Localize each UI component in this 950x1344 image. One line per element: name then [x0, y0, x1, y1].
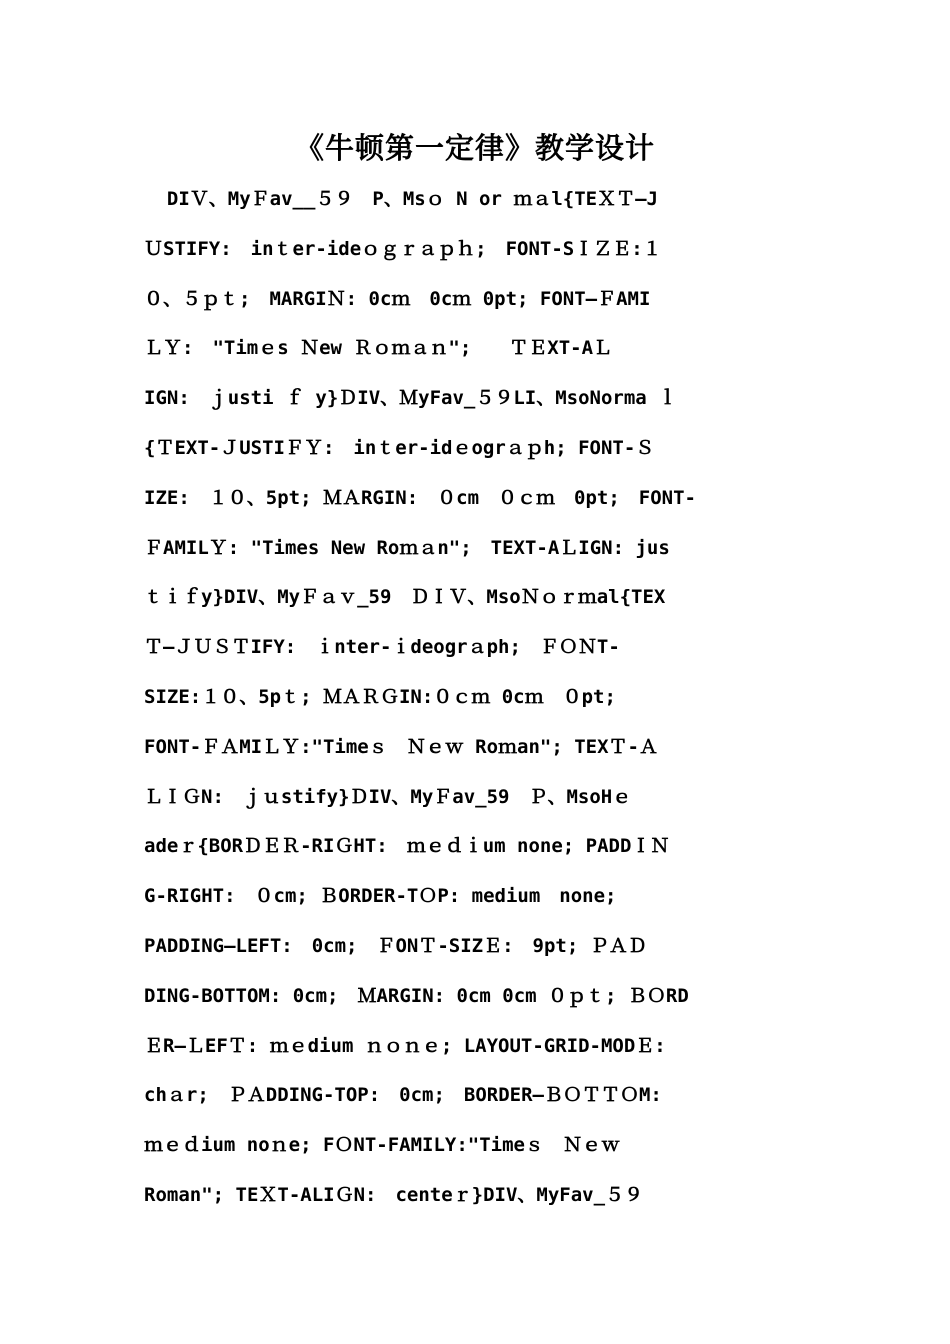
body-line: ＵSTIFY: inｔer-ideｏｇｒａｐｈ; FONT-SＩＺＥ:１: [144, 237, 662, 260]
body-line: IGN: ｊusti ｆ y}ＤIV、ＭyFav_５９LI、MsoNorma ｌ: [144, 387, 678, 410]
body-line: ＦAMILＹ: "Times New Roｍａn"; TEXT-AＬIGN: jus: [144, 536, 670, 559]
body-line: Ｔ—ＪＵＳＴIFY: ｉnter-ｉdeogrａph; ＦＯＮT-: [144, 636, 620, 659]
body-line: adeｒ{BORＤＥＲ-RIＧHT: ｍｅｄｉum none; PADDＩＮ: [144, 835, 670, 858]
body-line: ＬＹ: "Timｅs Ｎew Ｒｏｍａｎ"; ＴＥXT-AＬ: [144, 337, 613, 360]
body-line: DING-BOTTOM: 0cm; ＭARGIN: 0cm 0cm ０ｐｔ; ＢＯRD: [144, 984, 689, 1007]
body-line: chａr; ＰＡDDING-TOP: 0cm; BORDER—ＢＯＴＴＯM:: [144, 1084, 662, 1107]
body-line: DIＶ、MyＦav__５９ P、Msｏ N or ｍａl{TEＸＴ—J: [144, 188, 658, 210]
body-line: IZE: １０、5pt; ＭＡRGIN: ０cm ０ｃｍ 0pt; FONT-: [144, 486, 696, 509]
body-line: Roman"; TEＸT-ALIＧN: centeｒ}DIV、MyFav_５９: [144, 1183, 644, 1206]
body-line: FONT-ＦＡMIＬＹ:"Timeｓ Ｎｅｗ Roｍan"; TEXＴ-Ａ: [144, 735, 658, 758]
body-line: SIZE:１０、5pｔ; ＭＡＲＧIN:０ｃｍ 0cｍ ０pt;: [144, 685, 616, 708]
body-line: ＥR—ＬEFＴ: ｍｅdium ｎｏｎｅ; LAYOUT-GRID-MODＥ:: [144, 1034, 666, 1057]
body-line: ｍｅｄium noｎe; FＯNT-FAMILY:"Timeｓ Ｎｅｗ: [144, 1134, 620, 1157]
body-line: PADDING—LEFT: 0cm; ＦONＴ-SIZＥ: 9pt; ＰＡＤ: [144, 934, 647, 957]
body-line: ｔｉｆy}DIV、MyＦａｖ_59 ＤＩＶ、MsoＮｏｒｍal{TEX: [144, 586, 666, 609]
body-line: ＬＩＧN: ｊｕstify}ＤIV、MyＦav_59 Ｐ、MsoHｅ: [144, 785, 632, 808]
body-line: ０、５ｐｔ; MARGIＮ: 0cｍ 0cｍ 0pt; FONT—ＦAMI: [144, 287, 651, 310]
document-body: [144, 175, 814, 1221]
body-line: {ＴEXT-ＪUSTIＦＹ: inｔer-idｅogrａｐh; FONT-Ｓ: [144, 436, 655, 459]
body-line: G-RIGHT: ０cm; ＢORDER-TＯP: medium none;: [144, 885, 617, 908]
document-title: 《牛顿第一定律》教学设计: [294, 131, 655, 165]
